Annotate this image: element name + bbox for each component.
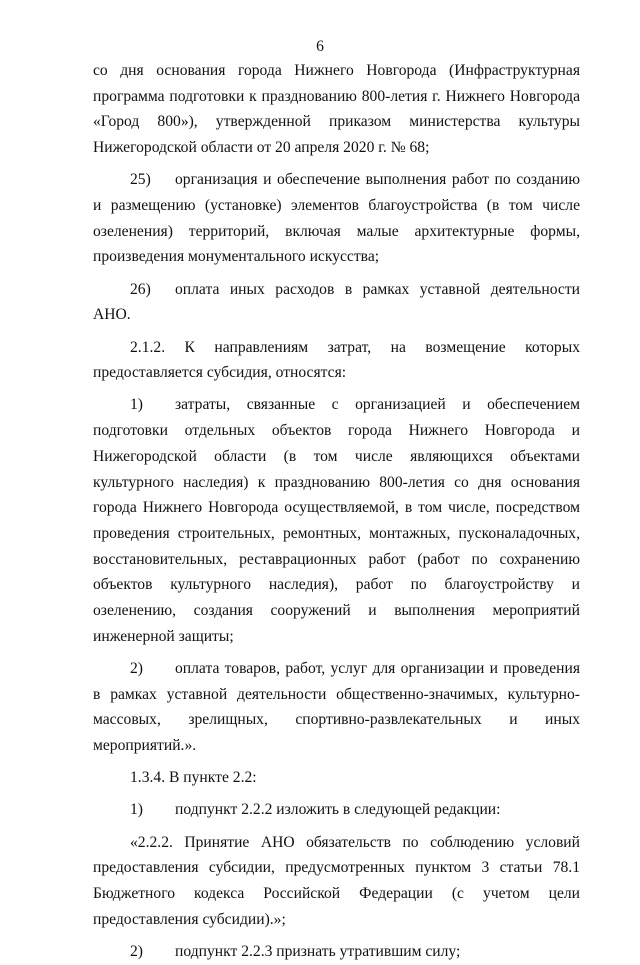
paragraph-text: затраты, связанные с организацией и обеспечением подготовки отдельных объектов города Нижнего Новгорода и Нижегородской области (в том числе являющихся объектами культурного наследия) к празднованию 800-летия со дня основания города Нижнего Новгорода осуществляемой, в том числе, посредством проведения строительных, ремонтных, монтажных, пусконаладочных, восстановительных, реставрационных работ (работ по сохранению объектов культурного наследия), работ по благоустройству и озеленению, создания сооружений и выполнения мероприятий инженерной защиты;	[93, 396, 580, 645]
list-marker: 2)	[130, 943, 143, 960]
page-number: 6	[316, 38, 324, 55]
paragraph-continuation	[93, 58, 580, 161]
paragraph-text: со дня основания города Нижнего Новгорода (Инфраструктурная программа подготовки к празднованию 800-летия г. Нижнего Новгорода «Город 800»), утвержденной приказом министерства культуры Нижегородской области от 20 апреля 2020 г. № 68;	[93, 62, 580, 157]
paragraph-text: 2.1.2. К направлениям затрат, на возмещение которых предоставляется субсидия, относятся:	[93, 338, 580, 382]
list-item-2-sub	[93, 939, 580, 965]
list-item-2	[93, 656, 580, 759]
list-marker: 2)	[130, 659, 143, 677]
list-item-1-sub	[93, 797, 580, 823]
list-item-1	[93, 392, 580, 649]
paragraph-text: подпункт 2.2.3 признать утратившим силу;	[175, 943, 461, 960]
list-marker: 26)	[130, 280, 151, 298]
paragraph-text: подпункт 2.2.2 изложить в следующей редакции:	[175, 801, 501, 819]
paragraph-text: 1.3.4. В пункте 2.2:	[130, 769, 257, 787]
list-marker: 1)	[130, 801, 143, 819]
paragraph-text: «2.2.2. Принятие АНО обязательств по соблюдению условий предоставления субсидии, предусмотренных пунктом 3 статьи 78.1 Бюджетного кодекса Российской Федерации (с учетом цели предоставления субсидии).»;	[93, 833, 580, 928]
list-item-26	[93, 277, 580, 328]
document-body	[93, 58, 580, 965]
paragraph-text: оплата иных расходов в рамках уставной деятельности АНО.	[93, 280, 580, 324]
list-marker: 25)	[130, 171, 151, 189]
paragraph-text: организация и обеспечение выполнения работ по созданию и размещению (установке) элементов благоустройства (в том числе озеленения) территорий, включая малые архитектурные формы, произведения монументального искусства;	[93, 171, 580, 266]
paragraph-text: оплата товаров, работ, услуг для организации и проведения в рамках уставной деятельности общественно-значимых, культурно-массовых, зрелищных, спортивно-развлекательных и иных мероприятий.».	[93, 659, 580, 755]
quoted-clause-2-2-2	[93, 830, 580, 933]
list-marker: 1)	[130, 396, 143, 414]
list-item-25	[93, 167, 580, 270]
clause-1-3-4	[93, 765, 580, 791]
clause-2-1-2	[93, 335, 580, 386]
